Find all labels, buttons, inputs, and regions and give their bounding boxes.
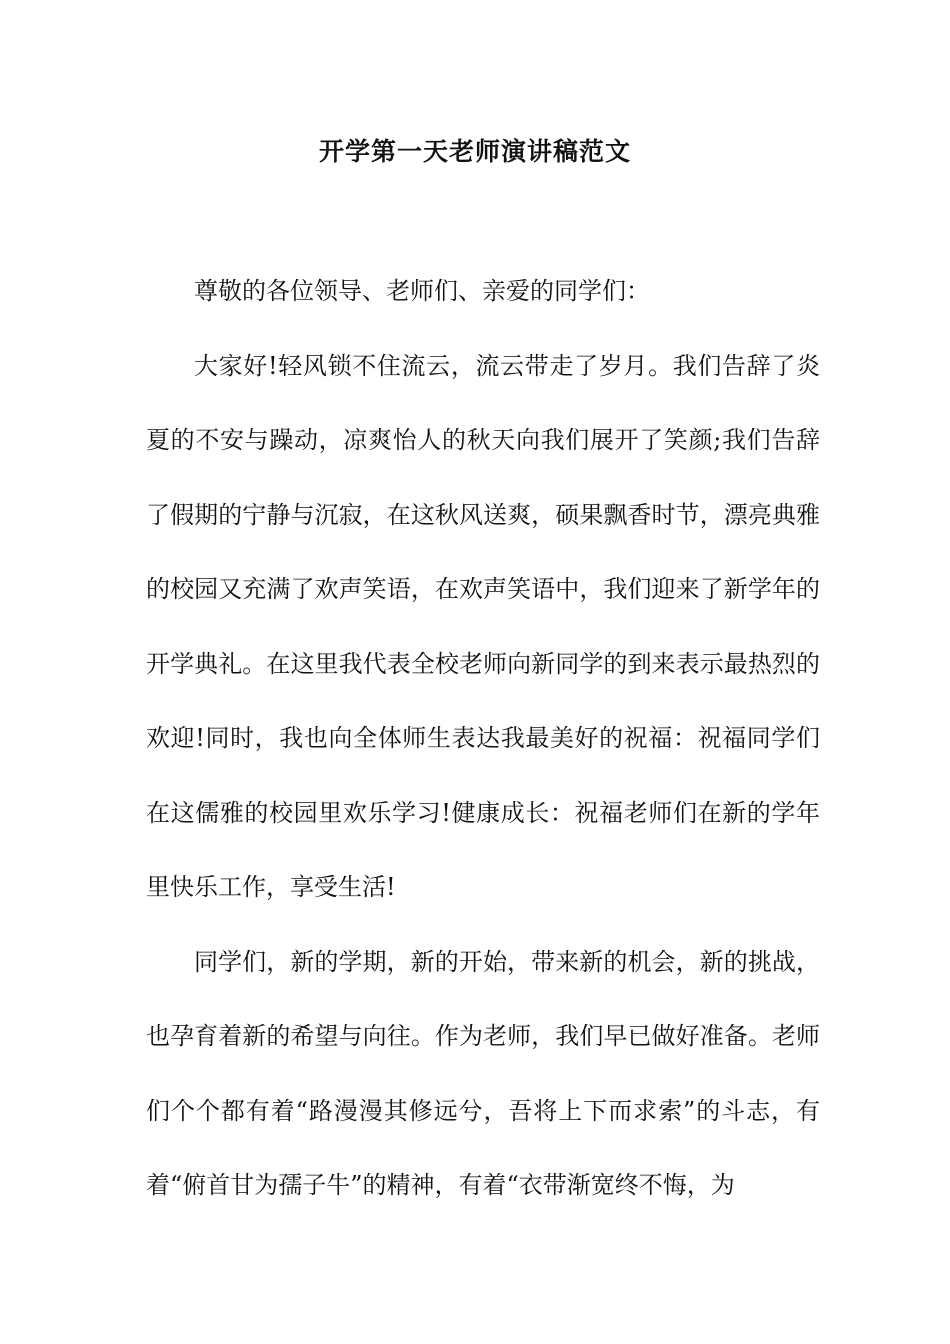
document-title: 开学第一天老师演讲稿范文	[318, 137, 631, 166]
paragraph-greeting: 大家好!轻风锁不住流云，流云带走了岁月。我们告辞了炎夏的不安与躁动，凉爽怡人的秋天向我们展开了笑颜;我们告辞了假期的宁静与沉寂，在这秋风送爽，硕果飘香时节，漂亮典雅的校园又充满了欢声笑语，在欢声笑语中，我们迎来了新学年的开学典礼。在这里我代表全校老师向新同学的到来表示最热烈的欢迎!同时，我也向全体师生表达我最美好的祝福：祝福同学们在这儒雅的校园里欢乐学习!健康成长：祝福老师们在新的学年里快乐工作，享受生活!	[146, 351, 820, 901]
document-body	[146, 254, 820, 1223]
paragraph-salutation: 尊敬的各位领导、老师们、亲爱的同学们：	[194, 277, 650, 305]
paragraph-new-semester: 同学们，新的学期，新的开始，带来新的机会，新的挑战，也孕育着新的希望与向往。作为老师，我们早已做好准备。老师们个个都有着“路漫漫其修远兮，吾将上下而求索”的斗志，有着“俯首甘为孺子牛”的精神，有着“衣带渐宽终不悔，为	[146, 947, 820, 1199]
